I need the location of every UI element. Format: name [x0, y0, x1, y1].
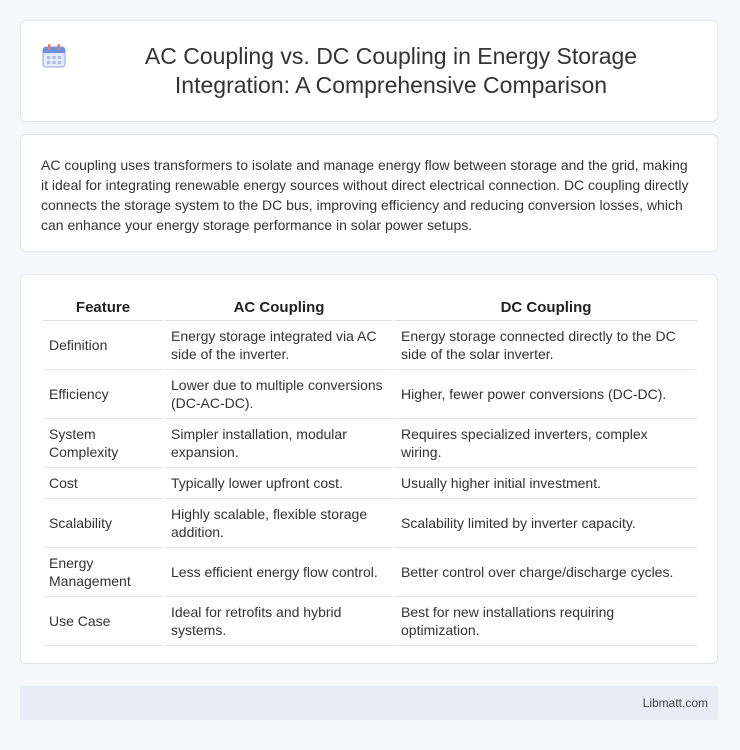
- table-cell: Usually higher initial investment.: [395, 468, 697, 499]
- header-ac-coupling: AC Coupling: [165, 295, 393, 321]
- table-cell: Use Case: [43, 597, 163, 646]
- header-dc-coupling: DC Coupling: [395, 295, 697, 321]
- table-row: [43, 597, 697, 646]
- footer-brand[interactable]: Libmatt.com: [642, 696, 708, 710]
- table-row: [43, 499, 697, 548]
- table-cell: Cost: [43, 468, 163, 499]
- table-cell: Higher, fewer power conversions (DC-DC).: [395, 370, 697, 419]
- table-cell: Efficiency: [43, 370, 163, 419]
- table-cell: Energy storage connected directly to the DC side of the solar inverter.: [395, 321, 697, 370]
- table-cell: Definition: [43, 321, 163, 370]
- table-row: [43, 419, 697, 468]
- calendar-icon: [41, 43, 67, 69]
- header-feature: Feature: [43, 295, 163, 321]
- table-cell: System Complexity: [43, 419, 163, 468]
- table-cell: Lower due to multiple conversions (DC-AC-DC).: [165, 370, 393, 419]
- table-cell: Typically lower upfront cost.: [165, 468, 393, 499]
- table-row: [43, 370, 697, 419]
- header-inner: [21, 21, 717, 121]
- table-cell: Scalability: [43, 499, 163, 548]
- intro-card: [20, 134, 718, 252]
- table-cell: Better control over charge/discharge cycles.: [395, 548, 697, 597]
- table-cell: Highly scalable, flexible storage addition.: [165, 499, 393, 548]
- comparison-table: [41, 295, 699, 646]
- table-cell: Requires specialized inverters, complex wiring.: [395, 419, 697, 468]
- footer: [20, 686, 718, 720]
- table-cell: Ideal for retrofits and hybrid systems.: [165, 597, 393, 646]
- table-cell: Best for new installations requiring optimization.: [395, 597, 697, 646]
- table-cell: Energy Management: [43, 548, 163, 597]
- page-title: AC Coupling vs. DC Coupling in Energy Storage Integration: A Comprehensive Comparison: [144, 43, 638, 98]
- table-cell: Energy storage integrated via AC side of the inverter.: [165, 321, 393, 370]
- table-row: [43, 468, 697, 499]
- table-cell: Simpler installation, modular expansion.: [165, 419, 393, 468]
- table-row: [43, 548, 697, 597]
- comparison-table-card: [20, 274, 718, 664]
- table-cell: Less efficient energy flow control.: [165, 548, 393, 597]
- header-card: [20, 20, 718, 122]
- intro-text: AC coupling uses transformers to isolate and manage energy flow between storage and the grid, making it ideal for integrating renewable energy sources without direct electrical connection. DC coupling directly connects the storage system to the DC bus, improving efficiency and reducing conversion losses, which can enhance your energy storage performance in solar power setups.: [41, 157, 689, 233]
- table-cell: Scalability limited by inverter capacity.: [395, 499, 697, 548]
- table-row: [43, 321, 697, 370]
- table-header-row: [43, 295, 697, 321]
